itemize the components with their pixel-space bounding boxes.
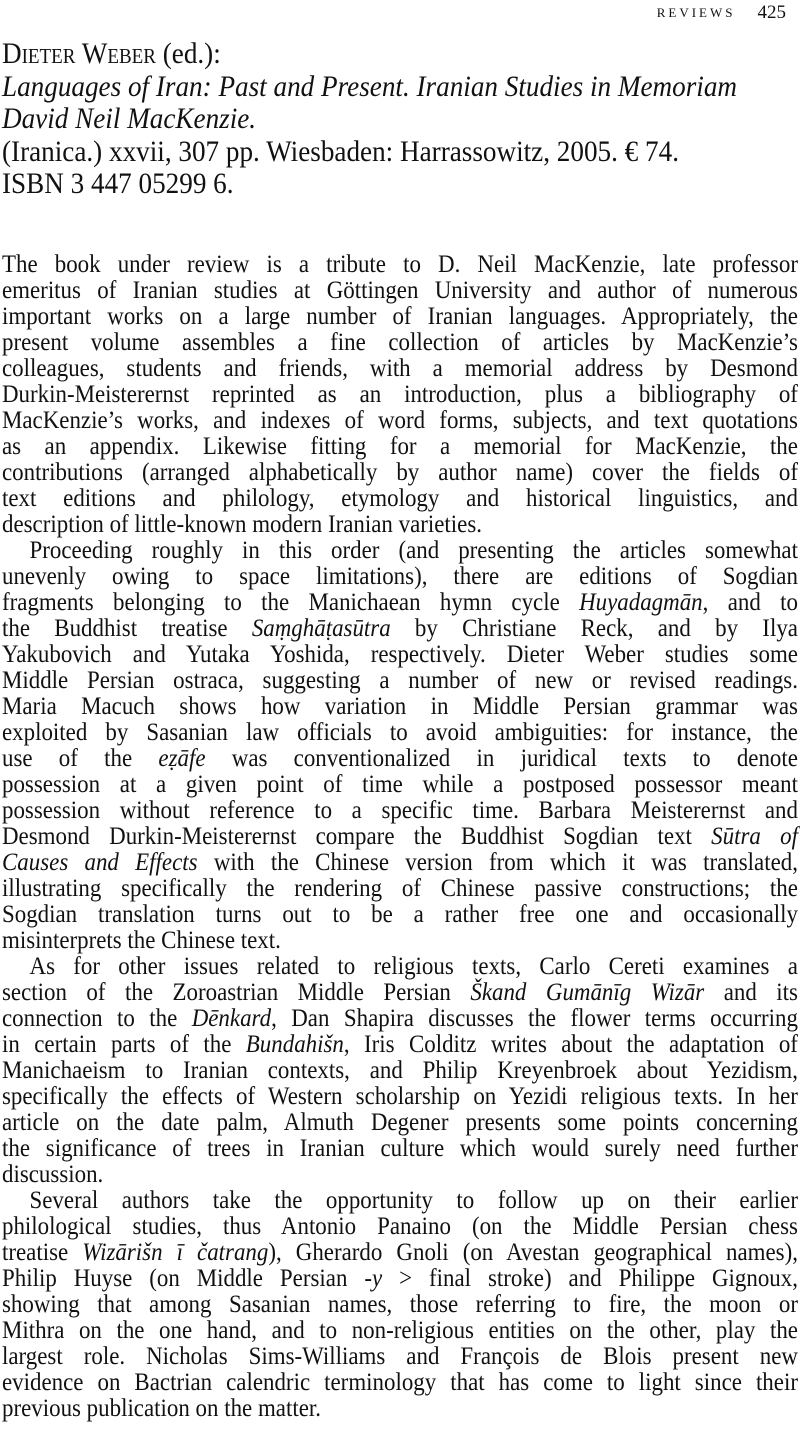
text-line (2, 1032, 798, 1058)
bibliographic-header (2, 38, 798, 201)
italic-term: Huyadagmān (579, 589, 703, 616)
text-line: Proceeding roughly in this order (and presenting the articles somewhat (29, 537, 798, 564)
text-line (2, 1006, 798, 1032)
text-line (2, 824, 798, 850)
text-run: the Buddhist treatise (2, 615, 252, 642)
text-line: description of little-known modern Iranian varieties. (2, 511, 483, 538)
text-run: Desmond Durkin-Meisterernst compare the Buddhist Sogdian text (2, 823, 712, 850)
text-line: showing that among Sasanian names, those referring to fire, the moon or (2, 1291, 798, 1318)
text-line: possession without reference to a specific time. Barbara Meisterernst and (2, 797, 798, 824)
text-run: , Dan Shapira discusses the flower terms occurring (271, 1005, 798, 1032)
italic-term: Bundahišn (245, 1031, 344, 1058)
running-head-section: REVIEWS (656, 5, 736, 20)
text-line (2, 980, 798, 1006)
page-number: 425 (757, 2, 786, 23)
text-line: Manichaeism to Iranian contexts, and Philip Kreyenbroek about Yezidism, (2, 1057, 798, 1084)
text-run: and its (704, 979, 798, 1006)
editor-role: (ed.): (155, 37, 221, 70)
text-line: evidence on Bactrian calendric terminology that has come to light since their (2, 1369, 798, 1396)
running-head (657, 0, 786, 26)
text-line (2, 850, 798, 876)
text-line: As for other issues related to religious texts, Carlo Cereti examines a (29, 953, 798, 980)
text-line: as an appendix. Likewise fitting for a memorial for MacKenzie, the (2, 433, 798, 460)
text-line: misinterprets the Chinese text. (2, 927, 281, 954)
text-line (2, 590, 798, 616)
paragraph (2, 1188, 798, 1422)
paragraph (2, 538, 798, 954)
text-line: Maria Macuch shows how variation in Middle Persian grammar was (2, 693, 798, 720)
text-line: emeritus of Iranian studies at Göttingen University and author of numerous (2, 277, 798, 304)
book-title-line-1: Languages of Iran: Past and Present. Iranian Studies in Memoriam (2, 69, 738, 103)
italic-term: Škand Gumānīg Wizār (470, 979, 705, 1006)
text-line: Sogdian translation turns out to be a rather free one and occasionally (2, 901, 798, 928)
text-line: contributions (arranged alphabetically by author name) cover the fields of (2, 459, 798, 486)
paragraph (2, 954, 798, 1188)
review-body (2, 252, 798, 1422)
text-run: section of the Zoroastrian Middle Persian (2, 979, 471, 1006)
text-line: illustrating specifically the rendering of Chinese passive constructions; the (2, 875, 798, 902)
text-run: , Iris Colditz writes about the adaptation of (343, 1031, 798, 1058)
text-line: largest role. Nicholas Sims-Williams and François de Blois present new (2, 1343, 798, 1370)
text-line: specifically the effects of Western scholarship on Yezidi religious texts. In her (2, 1083, 798, 1110)
publication-details: (Iranica.) xxvii, 307 pp. Wiesbaden: Harrassowitz, 2005. € 74. (2, 134, 679, 168)
text-line: text editions and philology, etymology and historical linguistics, and (2, 485, 798, 512)
text-line: Several authors take the opportunity to follow up on their earlier (29, 1187, 798, 1214)
book-editor: Dieter Weber (2, 37, 156, 70)
text-line (2, 616, 798, 642)
text-run: Philip Huyse (on Middle Persian - (2, 1265, 372, 1292)
text-line: philological studies, thus Antonio Panaino (on the Middle Persian chess (2, 1213, 798, 1240)
text-line: previous publication on the matter. (2, 1395, 321, 1422)
text-line: MacKenzie’s works, and indexes of word forms, subjects, and text quotations (2, 407, 798, 434)
text-run: ), Gherardo Gnoli (on Avestan geographical names), (268, 1239, 798, 1266)
text-run: > final stroke) and Philippe Gignoux, (382, 1265, 798, 1292)
text-line: the significance of trees in Iranian culture which would surely need further (2, 1135, 798, 1162)
text-line: Durkin-Meisterernst reprinted as an introduction, plus a bibliography of (2, 381, 798, 408)
italic-term: Dēnkard (191, 1005, 272, 1032)
italic-term: Saṃghāṭasūtra (251, 615, 391, 642)
text-run: fragments belonging to the Manichaean hymn cycle (2, 589, 580, 616)
text-line: Mithra on the one hand, and to non-religious entities on the other, play the (2, 1317, 798, 1344)
text-run: use of the (2, 745, 159, 772)
text-line: discussion. (2, 1161, 104, 1188)
text-run: connection to the (2, 1005, 192, 1032)
paragraph (2, 252, 798, 538)
text-run: in certain parts of the (2, 1031, 246, 1058)
text-run: treatise (2, 1239, 83, 1266)
text-line: article on the date palm, Almuth Degener presents some points concerning (2, 1109, 798, 1136)
text-line (2, 746, 798, 772)
italic-term: Causes and Effects (2, 849, 198, 876)
text-line (2, 1266, 798, 1292)
text-line: colleagues, students and friends, with a memorial address by Desmond (2, 355, 798, 382)
text-line: unevenly owing to space limitations), there are editions of Sogdian (2, 563, 798, 590)
text-line (2, 1240, 798, 1266)
text-run: was conventionalized in juridical texts to denote (205, 745, 798, 772)
italic-term: Sūtra of (711, 823, 798, 850)
text-run: , and to (702, 589, 798, 616)
book-title-line-2: David Neil MacKenzie. (2, 102, 257, 135)
italic-term: eẓāfe (158, 745, 206, 772)
text-line: Middle Persian ostraca, suggesting a number of new or revised readings. (2, 667, 798, 694)
text-line: Yakubovich and Yutaka Yoshida, respectively. Dieter Weber studies some (2, 641, 798, 668)
text-run: with the Chinese version from which it was translated, (197, 849, 798, 876)
text-run: by Christiane Reck, and by Ilya (390, 615, 798, 642)
text-line: possession at a given point of time while a postposed possessor meant (2, 771, 798, 798)
text-line: exploited by Sasanian law officials to avoid ambiguities: for instance, the (2, 719, 798, 746)
italic-term: Wizārišn ī čatrang (82, 1239, 269, 1266)
text-line: The book under review is a tribute to D. Neil MacKenzie, late professor (2, 251, 798, 278)
italic-term: y (371, 1265, 383, 1292)
text-line: present volume assembles a fine collection of articles by MacKenzie’s (2, 329, 798, 356)
text-line: important works on a large number of Iranian languages. Appropriately, the (2, 303, 798, 330)
author-line (2, 38, 798, 71)
isbn: ISBN 3 447 05299 6. (2, 167, 234, 200)
